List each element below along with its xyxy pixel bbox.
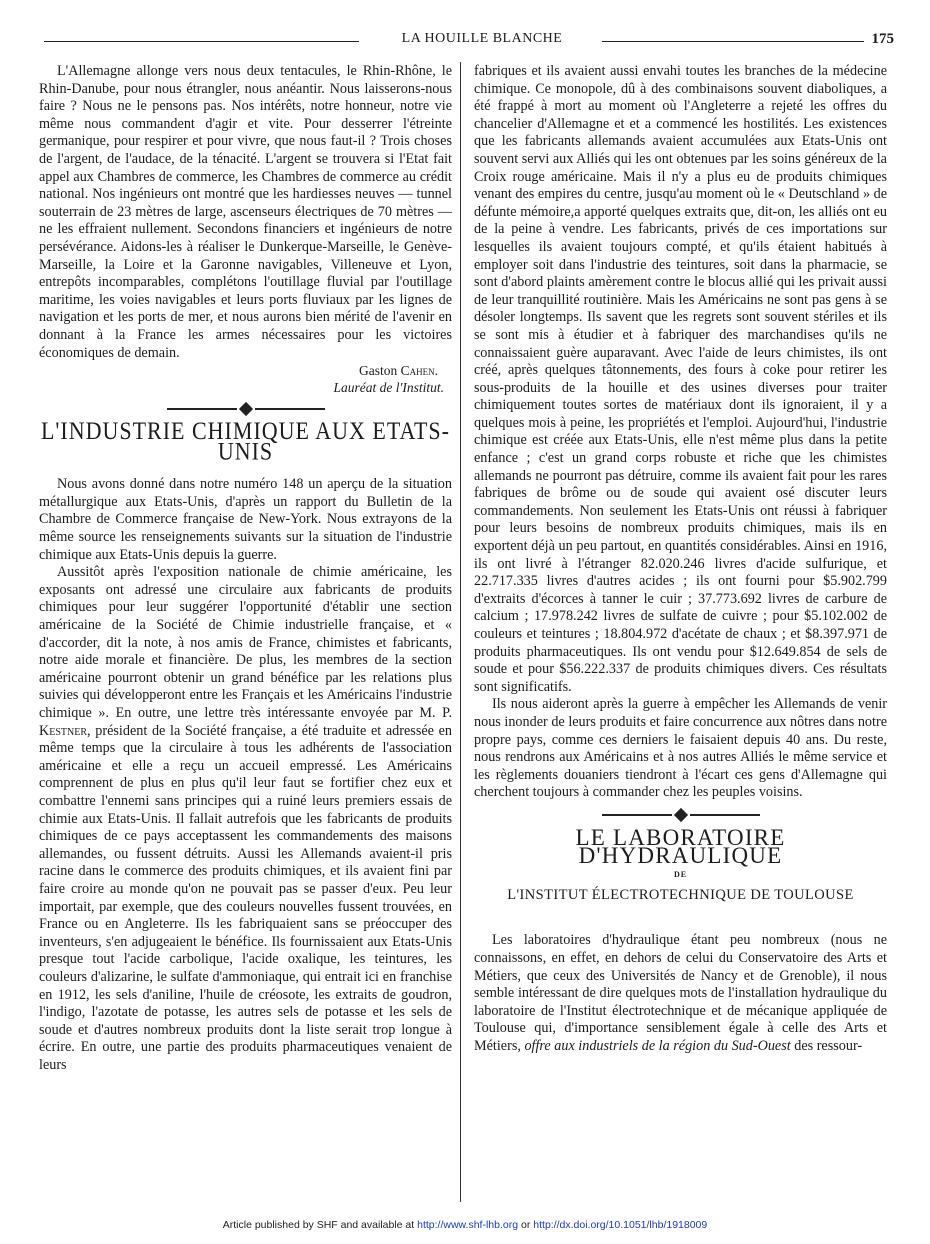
section-ornament-2	[474, 810, 887, 820]
page-header	[44, 31, 894, 51]
column-divider	[460, 62, 461, 1202]
intro-paragraph: L'Allemagne allonge vers nous deux tentacules, le Rhin-Rhône, le Rhin-Danube, pour nous étrangler, nous anéantir. Nous laisserons-nous faire ? Nous ne le pensons pas. Nos intérêts, notre honneur, notre vie même nous commandent d'agir et vite. Pour desserrer l'étreinte germanique, pour respirer et pour vivre, que nous faut-il ? Trois choses de l'argent, de l'audace, de la ténacité. L'argent se trouvera si l'Etat fait appel aux Chambres de commerce, les Chambres de commerce au crédit national. Nos ingénieurs ont montré que les hardiesses neuves — tunnel souterrain de 23 mètres de large, ascenseurs électriques de 70 mètres — ne les effraient nullement. Secondons financiers et ingénieurs de notre persévérance. Aidons-les à réaliser le Dunkerque-Marseille, le Genève-Marseille, la Loire et la Garonne navigables, Villeneuve et Lyon, entrepôts incomparables, complétons l'outillage fluvial par l'outillage maritime, les voies navigables et leurs ports fluviaux par les lignes de navigation et les ports de mer, et nous aurons bien mérité de l'avenir en donnant à la France les armes nécessaires pour les victoires économiques de demain.	[39, 63, 452, 361]
author-title: Lauréat de l'Institut.	[333, 380, 444, 396]
chemistry-paragraph-continued: fabriques et ils avaient aussi envahi toutes les branches de la médecine chimique. Ce monopole, dû à des combinaisons souvent diaboliques, a été frappé à mort au moment où l'Angleterre a rejeté les offres du chancelier d'Allemagne et et a commencé les hostilités. Les existences que les fabricants allemands avaient accumulées aux Etats-Unis ont souvent servi aux Alliés qui les ont obtenues par les soins généreux de la Croix rouge américaine. Mais il n'y a plus eu de produits chimiques venant des empires du centre, jusqu'au moment où le « Deutschland » de défunte mémoire,a apporté quelques extraits que, dit-on, les alliés ont eu de la peine à vendre. Les fabricants, privés de ces importations sur lesquelles ils avaient toujours compté, et qu'ils étaient habitués à employer soit dans l'industrie des teintures, soit dans la pharmacie, se sont d'abord plaints amèrement contre le blocus allié qui les privait aussi de leur tranquillité routinière. Mais les Américains ne sont pas gens à se désoler longtemps. Ils savent que les regrets sont souvent stériles et ils se sont mis à étudier et à fabriquer des marchandises qu'ils ne connaissaient guère auparavant. Avec l'aide de leurs chimistes, ils ont créé, après quelques tâtonnements, des fours à coke pour retirer les sous-produits de la houille et des usines diverses pour traiter chimiquement toutes sortes de matériaux dont ils ignoraient, il y a quelques mois à peine, les propriétés et l'emploi. Aujourd'hui, l'industrie chimique est créée aux Etats-Unis, elle n'est même plus dans la petite enfance ; c'est un grand corps robuste et riche que les chimistes allemands ne pourront pas détruire, comme ils avaient fait pour les rares fabriques de brôme ou de soude qui avaient osé discuter leurs commandements. Non seulement les Etats-Unis ont réussi à fabriquer pour leurs besoins de nombreux produits chimiques, mais ils en exportent déjà un peu partout, en quantités considérables. Ainsi en 1916, ils ont livré à l'étranger 82.020.246 livres d'acide sulfurique, et 22.717.335 livres d'autres acides ; ils ont fourni pour $5.902.799 d'extraits d'écorces à tanner le cuir ; 37.773.692 livres de carbure de calcium ; 17.978.242 livres de sulfate de cuivre ; pour $5.102.002 de couleurs et teintures ; 18.804.972 d'acétate de chaux ; et $8.397.971 de produits pharmaceutiques. Ils ont vendu pour $12.649.854 de sels de soude et pour $56.222.337 de produits chimiques divers. Ces résultats sont significatifs.	[474, 63, 887, 695]
footer-or: or	[521, 1219, 531, 1231]
header-rule-right	[602, 41, 864, 42]
footer-prefix: Article published by SHF and available at	[222, 1219, 415, 1231]
author-signature	[39, 362, 438, 379]
section-title-chemistry: L'INDUSTRIE CHIMIQUE AUX ETATS-UNIS	[40, 415, 450, 465]
author-first-name: Gaston	[358, 363, 398, 379]
section-ornament	[39, 404, 452, 414]
chemistry-paragraph-1: Nous avons donné dans notre numéro 148 un aperçu de la situation métallurgique aux Etats-Unis, d'après un rapport du Bulletin de la Chambre de Commerce française de New-York. Nous extrayons de la même source les renseignements suivants sur la situation de l'industrie chimique aux Etats-Unis depuis la guerre.	[39, 476, 452, 563]
laboratory-paragraph: Les laboratoires d'hydraulique étant peu nombreux (nous ne connaissons, en effet, en dehors de celui du Conservatoire des Arts et Métiers, que ceux des Universités de Nancy et de Grenoble), il nous semble intéressant de dire quelques mots de l'installation hydraulique du laboratoire de l'Institut électrotechnique et de mécanique appliquée de Toulouse qui, d'importance sensiblement égale à celle des Arts et Métiers, offre aux industriels de la région du Sud-Ouest des ressour-	[474, 932, 887, 1054]
footer-link-shf[interactable]: http://www.shf-lhb.org	[417, 1219, 519, 1231]
left-column	[39, 63, 452, 1074]
section-title-laboratory: LE LABORATOIRE D'HYDRAULIQUE	[575, 824, 786, 868]
chemistry-paragraph-2: Aussitôt après l'exposition nationale de chimie américaine, les exposants ont adressé une circulaire aux fabricants de produits chimiques pour leur suggérer l'opportunité d'établir une section américaine de la Société de Chimie industrielle française, et « d'accorder, dit la note, à nos amis de France, chimistes et fabricants, notre aide morale et financière. De plus, les membres de la section américaine pourront obtenir un grand bénéfice par les relations plus suivies qui développeront entre les Français et les Américains l'industrie chimique ». En outre, une lettre très intéressante envoyée par M. P. Kestner, président de la Société française, a été traduite et adressée en même temps que la circulaire à tous les adhérents de l'association américaine et elle a reçu un accueil empressé. Les Américains comprennent de plus en plus qu'il leur faut se fortifier chez eux et combattre l'ennemi sans principes qui a ruiné leurs premiers essais de chimie aux Etats-Unis. Il fallait autrefois que les fabricants de produits chimiques de ce pays acceptassent les commandements des maisons allemandes, ou fussent détruits. Aussi les Allemands avaient-il pris racine dans le commerce des produits chimiques, et ils avaient fini par faire croire au monde qu'on ne pouvait pas se passer d'eux. Peu leur importait, par exemple, que des couleurs nouvelles fussent trouvées, en France ou en Angleterre. Ils les fabriquaient sans se préoccuper des inventeurs, s'en adjugeaient le bénéfice. Ils fournissaient aux Etats-Unis presque tout l'acide carbolique, l'acide oxalique, les teintures, les couleurs d'alizarine, le sulfate d'ammoniaque, qui entrait ici en franchise en 1912, les sels d'aniline, l'huile de créosote, les extraits de goudron, l'indigo, l'azotate de potasse, les autres sels de potasse et les sels de soude et d'autres nombreux produits dont la liste serait trop longue à écrire. En outre, une partie des produits pharmaceutiques venaient de leurs	[39, 564, 453, 1073]
italic-phrase: offre aux industriels de la région du Sud-Ouest	[524, 1037, 791, 1054]
section-subtitle: L'INSTITUT ÉLECTROTECHNIQUE DE TOULOUSE	[507, 886, 854, 903]
person-name: Kestner,	[39, 722, 91, 739]
page-number: 175	[871, 31, 894, 47]
chemistry-paragraph-final: Ils nous aideront après la guerre à empêcher les Allemands de venir nous inonder de leurs produits et faire concurrence aux nôtres dans notre propre pays, comme ces derniers le faisaient depuis 40 ans. Du reste, nous rendrons aux Américains et à nos autres Alliés le même service et les règlements douaniers tiendront à l'écart ces gens d'Allemagne qui cherchent toujours à commander chez les peuples voisins.	[474, 696, 887, 801]
author-last-name: Cahen.	[400, 363, 438, 379]
right-column	[474, 63, 887, 1055]
publication-footer	[0, 1219, 930, 1231]
header-rule-left	[44, 41, 359, 42]
footer-link-doi[interactable]: http://dx.doi.org/10.1051/lhb/1918009	[533, 1219, 708, 1231]
section-title-connector: DE	[673, 870, 688, 880]
journal-title: LA HOUILLE BLANCHE	[401, 31, 563, 46]
